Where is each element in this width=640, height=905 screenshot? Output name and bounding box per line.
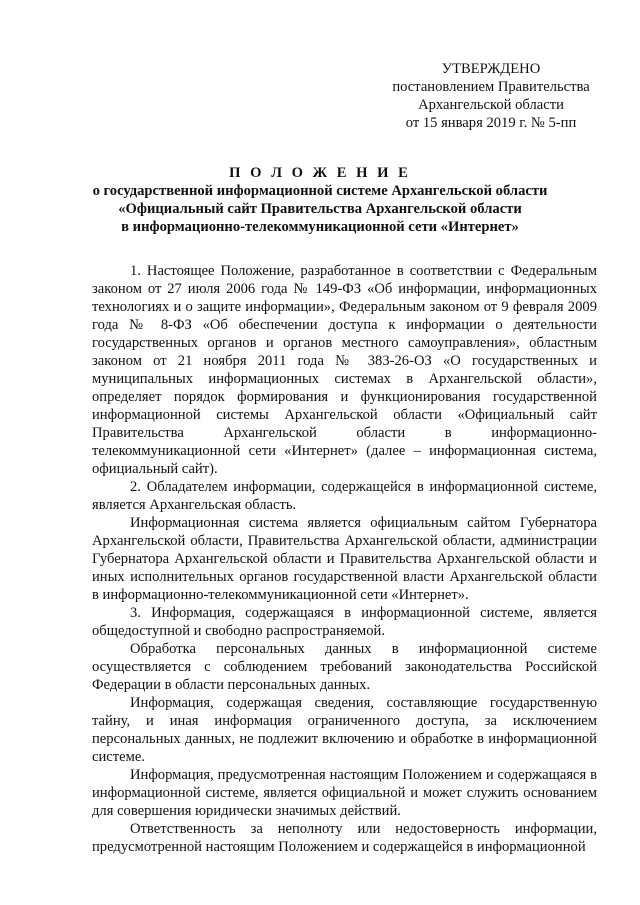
- title-line-3: в информационно-телекоммуникационной сети «Интернет»: [121, 219, 519, 235]
- paragraph: Обработка персональных данных в информационной системе осуществляется с соблюдением требований законодательства Российской Федерации в области персональных данных.: [92, 641, 597, 693]
- approval-date: от 15 января 2019 г. № 5-пп: [405, 115, 577, 131]
- paragraph: Информация, содержащая сведения, составляющие государственную тайну, и иная информация ограниченного доступа, за исключением персональных данных, не подлежит включению и обработке в информационной системе.: [92, 695, 597, 765]
- paragraph: 2. Обладателем информации, содержащейся в информационной системе, является Архангельская область.: [92, 479, 597, 513]
- paragraph: Информационная система является официальным сайтом Губернатора Архангельской области, Правительства Архангельской области, администрации Губернатора Архангельской области и Правительства Архангельской области и иных исполнительных органов государственной власти Архангельской области в информационно-телекоммуникационной сети «Интернет».: [92, 515, 597, 603]
- paragraph: 3. Информация, содержащаяся в информационной системе, является общедоступной и свободно распространяемой.: [92, 605, 597, 639]
- approval-stamp: [380, 60, 602, 132]
- paragraph: 1. Настоящее Положение, разработанное в соответствии с Федеральным законом от 27 июля 2006 года № 149-ФЗ «Об информации, информационных технологиях и о защите информации», Федеральным законом от 9 февраля 2009 года № 8-ФЗ «Об обеспечении доступа к информации о деятельности государственных органов и органов местного самоуправления», областным законом от 21 ноября 2011 года № 383-26-ОЗ «О государственных и муниципальных информационных системах в Архангельской области», определяет порядок формирования и функционирования государственной информационной системы Архангельской области «Официальный сайт Правительства Архангельской области в информационно-телекоммуникационной сети «Интернет» (далее – информационная система, официальный сайт).: [92, 263, 597, 477]
- document-body: [92, 262, 597, 856]
- approval-issuer: постановлением Правительства: [392, 79, 590, 95]
- paragraph: Ответственность за неполноту или недостоверность информации, предусмотренной настоящим Положением и содержащейся в информационной: [92, 821, 597, 855]
- title-line-2: «Официальный сайт Правительства Архангельской области: [118, 201, 522, 217]
- title-line-1: о государственной информационной системе Архангельской области: [92, 183, 548, 199]
- paragraph: Информация, предусмотренная настоящим Положением и содержащаяся в информационной системе, является официальной и может служить основанием для совершения юридически значимых действий.: [92, 767, 597, 819]
- approval-region: Архангельской области: [418, 97, 564, 113]
- approval-label: УТВЕРЖДЕНО: [441, 61, 541, 77]
- document-title: [80, 164, 560, 236]
- title-heading: П О Л О Ж Е Н И Е: [229, 165, 411, 181]
